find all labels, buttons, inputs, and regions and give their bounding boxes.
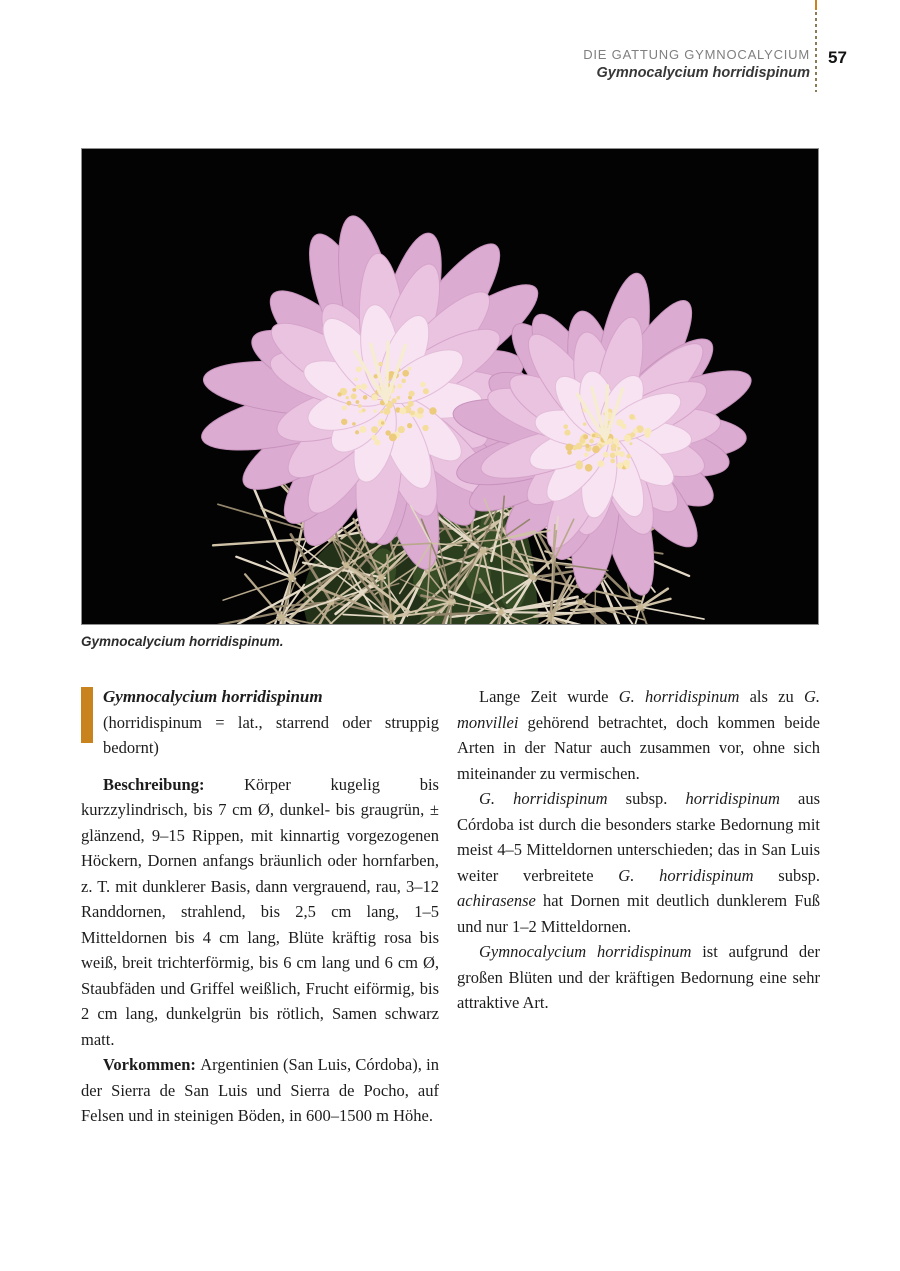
species-heading-text [103, 684, 439, 761]
left-column [81, 684, 439, 1129]
species-heading-block [81, 684, 439, 761]
header-divider-accent-tick [815, 0, 817, 10]
cactus-photo [81, 148, 819, 625]
species-title: Gymnocalycium horridispinum [103, 687, 323, 706]
page-header [583, 46, 810, 83]
history-paragraph: Lange Zeit wurde G. horridispinum als zu G. monvillei gehörend betrachtet, doch kommen beide Arten in der Natur auch zusammen vor, ohne sich miteinander zu vermischen. [457, 687, 820, 783]
vorkommen-paragraph: Vorkommen: Argentinien (San Luis, Córdoba), in der Sierra de San Luis und Sierra de Pocho, auf Felsen und in steinigen Böden, in 600–1500 m Höhe. [81, 1055, 439, 1125]
beschreibung-paragraph: Beschreibung: Körper kugelig bis kurzzylindrisch, bis 7 cm Ø, dunkel- bis graugrün, ± glänzend, 9–15 Rippen, mit kinnartig vorgezogenen Höckern, Dornen anfangs bräunlich oder hornfarben, z. T. mit dunklerer Basis, dann vergrauend, rau, 3–12 Randdornen, strahlend, bis 2,5 cm lang, 1–5 Mitteldornen bis 4 cm lang, Blüte kräftig rosa bis weiß, breit trichterförmig, bis 6 cm lang und 6 cm Ø, Staubfäden und Griffel weißlich, Frucht eiförmig, bis 2 cm lang, dunkelgrün bis rötlich, Samen schwarz matt. [81, 774, 439, 1049]
right-column [457, 684, 820, 1016]
page-number: 57 [828, 48, 847, 67]
species-etymology: (horridispinum = lat., starrend oder struppig bedornt) [103, 712, 439, 757]
conclusion-paragraph: Gymnocalycium horridispinum ist aufgrund der großen Blüten und der kräftigen Bedornung eine sehr attraktive Art. [457, 942, 820, 1012]
header-kicker: DIE GATTUNG GYMNOCALYCIUM [583, 47, 810, 62]
cactus-photo-svg [82, 149, 818, 624]
header-species-title: Gymnocalycium horridispinum [596, 65, 810, 81]
figure-caption: Gymnocalycium horridispinum. [81, 634, 284, 649]
accent-bar [81, 687, 93, 743]
subspecies-paragraph: G. horridispinum subsp. horridispinum aus Córdoba ist durch die besonders starke Bedornung mit meist 4–5 Mitteldornen unterschieden; das in San Luis weiter verbreitete G. horridispinum subsp. achirasense hat Dornen mit deutlich dunklerem Fuß und nur 1–2 Mitteldornen. [457, 789, 820, 936]
header-dotted-divider [815, 0, 817, 92]
